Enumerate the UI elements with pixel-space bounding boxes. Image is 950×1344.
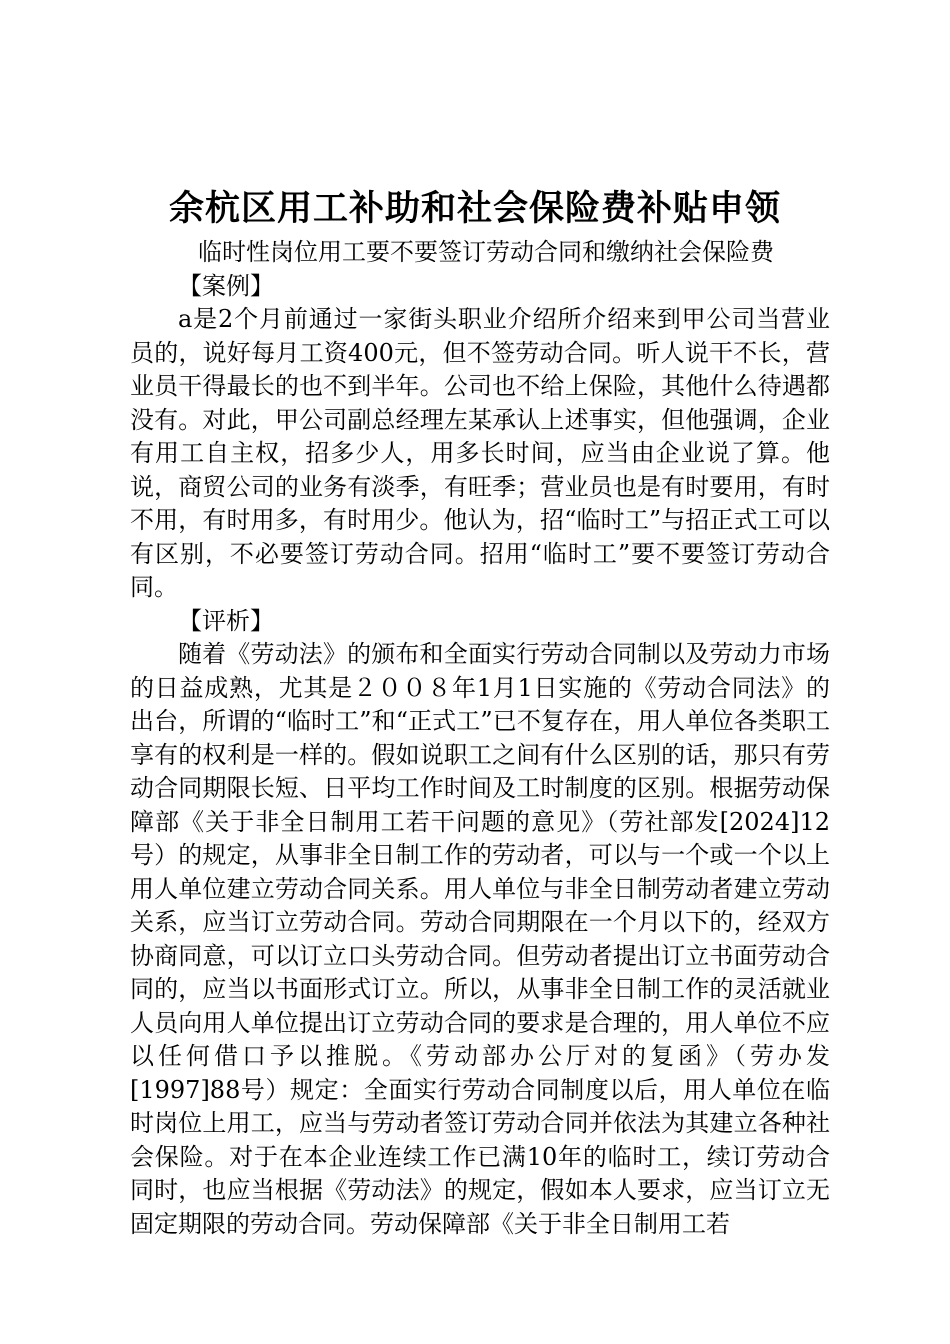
analysis-paragraph: 随着《劳动法》的颁布和全面实行劳动合同制以及劳动力市场的日益成熟，尤其是２００８年1月1日实施的《劳动合同法》的出台，所谓的“临时工”和“正式工”已不复存在，用人单位各类职工享有的权利是一样的。假如说职工之间有什么区别的话，那只有劳动合同期限长短、日平均工作时间及工时制度的区别。根据劳动保障部《关于非全日制用工若干问题的意见》（劳社部发[2024]12号）的规定，从事非全日制工作的劳动者，可以与一个或一个以上用人单位建立劳动合同关系。用人单位与非全日制劳动者建立劳动关系，应当订立劳动合同。劳动合同期限在一个月以下的，经双方协商同意，可以订立口头劳动合同。但劳动者提出订立书面劳动合同的，应当以书面形式订立。所以，从事非全日制工作的灵活就业人员向用人单位提出订立劳动合同的要求是合理的，用人单位不应以任何借口予以推脱。《劳动部办公厅对的复函》（劳办发[1997]88号）规定：全面实行劳动合同制度以后，用人单位在临时岗位上用工，应当与劳动者签订劳动合同并依法为其建立各种社会保险。对于在本企业连续工作已满10年的临时工，续订劳动合同时，也应当根据《劳动法》的规定，假如本人要求，应当订立无固定期限的劳动合同。劳动保障部《关于非全日制用工若 (130, 640, 830, 1238)
case-heading: 【案例】 (178, 271, 274, 300)
analysis-heading: 【评析】 (178, 606, 274, 635)
document-body (130, 236, 830, 1241)
document-subtitle: 临时性岗位用工要不要签订劳动合同和缴纳社会保险费 (198, 238, 774, 266)
document-title: 余杭区用工补助和社会保险费补贴申领 (168, 188, 781, 229)
case-paragraph: a是2个月前通过一家街头职业介绍所介绍来到甲公司当营业员的，说好每月工资400元，但不签劳动合同。听人说干不长，营业员干得最长的也不到半年。公司也不给上保险，其他什么待遇都没有。对此，甲公司副总经理左某承认上述事实，但他强调，企业有用工自主权，招多少人，用多长时间，应当由企业说了算。他说，商贸公司的业务有淡季，有旺季；营业员也是有时要用，有时不用，有时用多，有时用少。他认为，招“临时工”与招正式工可以有区别，不必要签订劳动合同。招用“临时工”要不要签订劳动合同。 (130, 305, 830, 601)
